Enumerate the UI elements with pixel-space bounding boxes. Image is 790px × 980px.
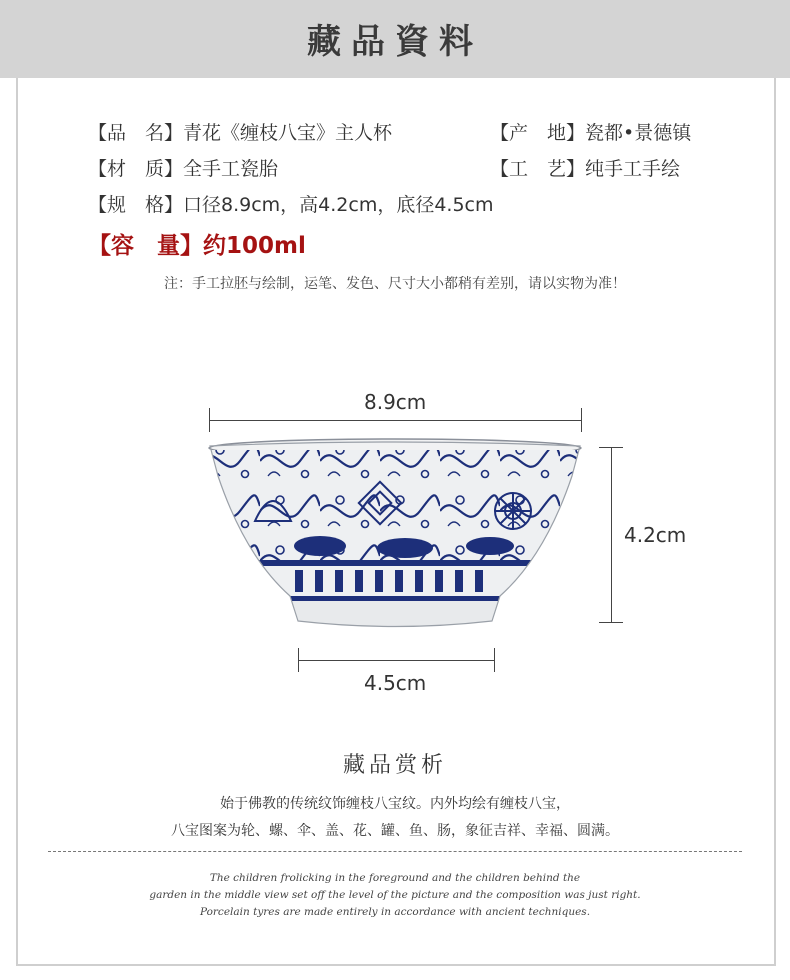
mouth-dimension-tick-right bbox=[581, 408, 582, 432]
script-line-1: The children frolicking in the foreground and the children behind the bbox=[209, 872, 581, 884]
base-dimension-tick-right bbox=[494, 648, 495, 672]
base-dimension-tick-left bbox=[298, 648, 299, 672]
appreciation-line-1: 始于佛教的传统纹饰缠枝八宝纹。内外均绘有缠枝八宝， bbox=[220, 796, 570, 812]
mouth-dimension-tick-left bbox=[209, 408, 210, 432]
script-line-2: garden in the middle view set off the level of the picture and the composition was just right. bbox=[149, 889, 641, 901]
spec-origin: 【产 地】瓷都•景德镇 bbox=[490, 122, 692, 144]
mouth-diameter-label: 8.9cm bbox=[364, 390, 427, 414]
page-title: 藏品資料 bbox=[307, 22, 483, 62]
mouth-dimension-line bbox=[209, 420, 581, 421]
appreciation-title: 藏品赏析 bbox=[342, 753, 447, 778]
disclaimer-note: 注：手工拉胚与绘制，运笔、发色、尺寸大小都稍有差别，请以实物为准！ bbox=[164, 276, 626, 292]
spec-craft: 【工 艺】纯手工手绘 bbox=[490, 158, 681, 180]
spec-size: 【规 格】口径8.9cm，高4.2cm，底径4.5cm bbox=[88, 194, 494, 216]
appreciation-line-2: 八宝图案为轮、螺、伞、盖、花、罐、鱼、肠，象征吉祥、幸福、圆满。 bbox=[171, 823, 619, 839]
spec-name: 【品 名】青花《缠枝八宝》主人杯 bbox=[88, 122, 393, 144]
height-dimension-line bbox=[611, 447, 612, 622]
spec-material: 【材 质】全手工瓷胎 bbox=[88, 158, 279, 180]
dashed-divider bbox=[48, 851, 742, 852]
header-bar bbox=[0, 0, 790, 78]
height-dimension-tick-bottom bbox=[599, 622, 623, 623]
height-label: 4.2cm bbox=[624, 523, 687, 547]
base-dimension-line bbox=[298, 660, 494, 661]
porcelain-cup-image bbox=[200, 436, 590, 636]
base-diameter-label: 4.5cm bbox=[364, 671, 427, 695]
height-dimension-tick-top bbox=[599, 447, 623, 448]
script-line-3: Porcelain tyres are made entirely in accordance with ancient techniques. bbox=[199, 906, 591, 918]
spec-capacity: 【容 量】约100ml bbox=[88, 233, 306, 259]
